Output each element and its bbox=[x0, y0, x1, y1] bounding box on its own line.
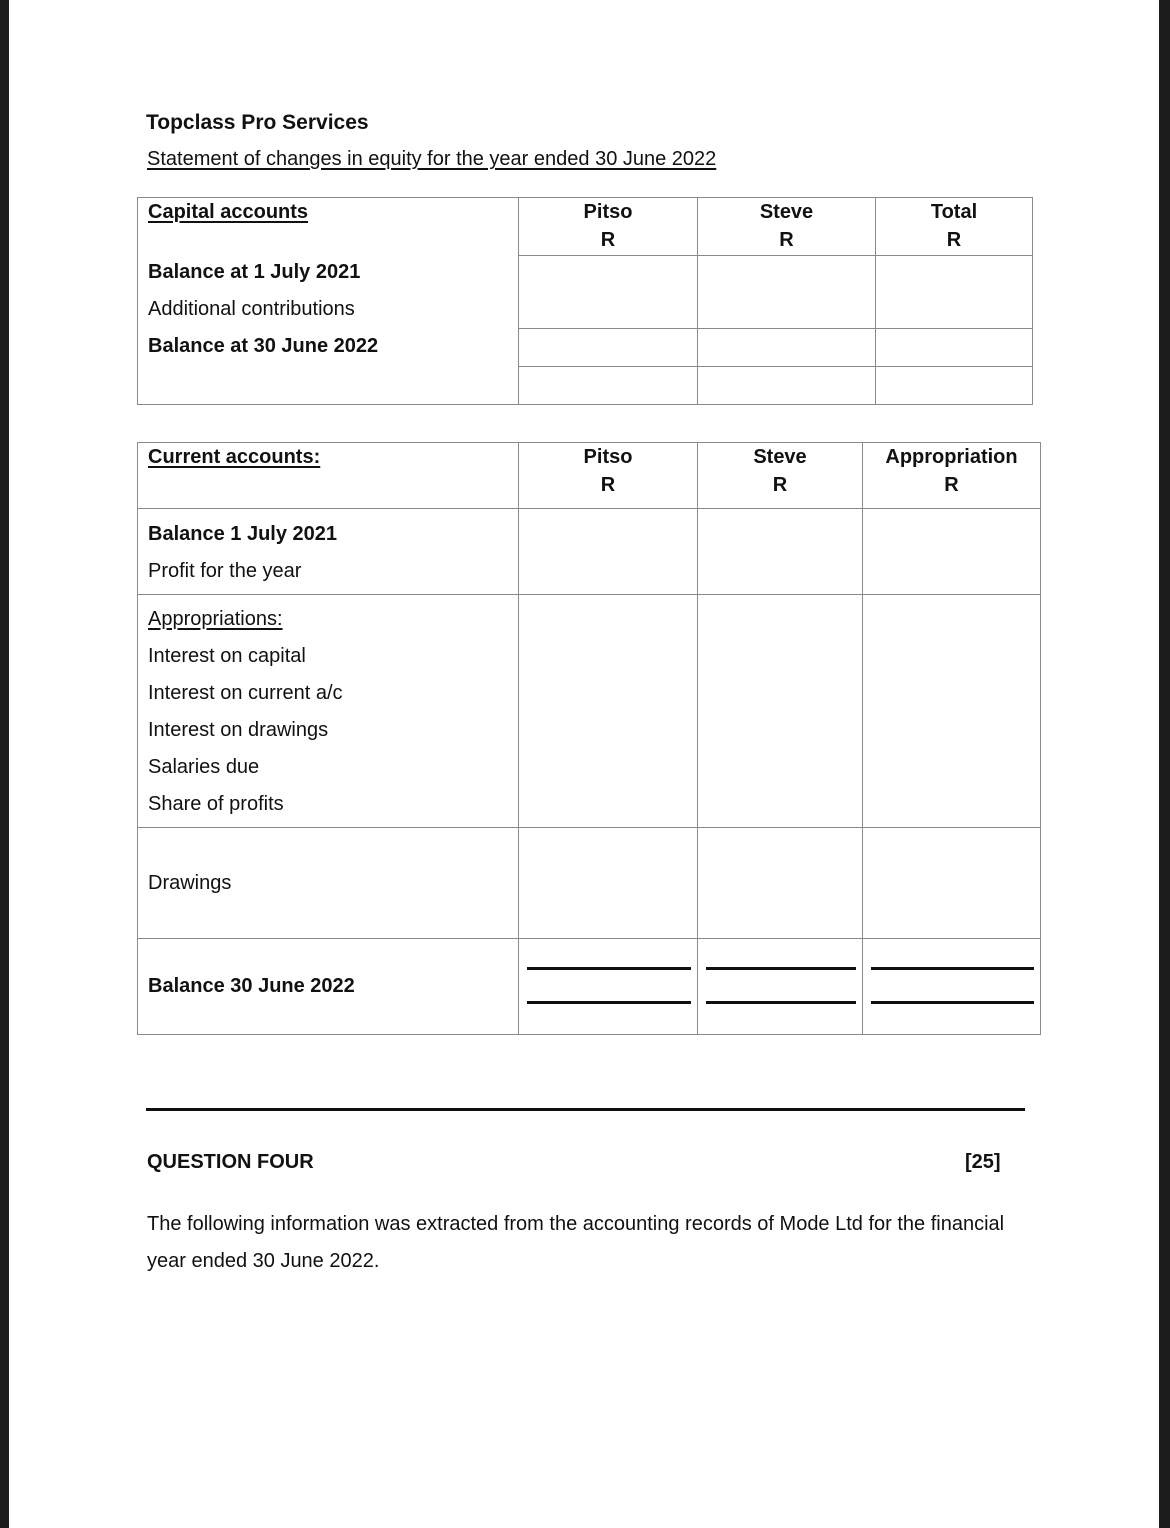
current-section-cell bbox=[138, 443, 519, 509]
drawings-label: Drawings bbox=[148, 871, 232, 894]
viewer-right-border bbox=[1160, 0, 1170, 1528]
viewer-left-border bbox=[0, 0, 9, 1528]
capital-cell-pitso[interactable] bbox=[519, 256, 698, 329]
document-page bbox=[9, 0, 1159, 1528]
current-row-label: Profit for the year bbox=[148, 560, 302, 582]
total-double-underline bbox=[706, 1001, 856, 1004]
capital-section-label: Capital accounts bbox=[148, 201, 309, 223]
question-heading: QUESTION FOUR bbox=[147, 1151, 314, 1173]
company-name: Topclass Pro Services bbox=[146, 111, 369, 134]
current-cell-steve[interactable] bbox=[698, 595, 863, 828]
current-accounts-table bbox=[137, 442, 1041, 1035]
capital-cell-steve[interactable] bbox=[698, 367, 876, 405]
capital-row-label: Additional contributions bbox=[148, 298, 355, 320]
current-cell-steve[interactable] bbox=[698, 509, 863, 595]
current-opening-row bbox=[138, 509, 1041, 595]
question-intro: The following information was extracted from the accounting records of Mode Ltd for the financial year ended 30 June 2022. bbox=[147, 1213, 1005, 1272]
appropriations-heading: Appropriations: bbox=[148, 608, 283, 630]
current-total-pitso[interactable] bbox=[519, 939, 698, 1035]
total-double-underline bbox=[871, 1001, 1034, 1004]
current-closing-row bbox=[138, 939, 1041, 1035]
appropriation-item: Interest on capital bbox=[148, 645, 306, 667]
column-header-name: Steve bbox=[759, 201, 814, 223]
current-total-steve[interactable] bbox=[698, 939, 863, 1035]
current-row-label: Balance 1 July 2021 bbox=[148, 523, 338, 545]
section-divider bbox=[146, 1108, 1025, 1111]
capital-cell-steve[interactable] bbox=[698, 329, 876, 367]
column-header-unit: R bbox=[946, 229, 962, 251]
statement-title: Statement of changes in equity for the year ended 30 June 2022 bbox=[147, 148, 717, 170]
column-header-unit: R bbox=[779, 229, 794, 251]
total-underline bbox=[706, 967, 856, 970]
column-header-pitso bbox=[519, 443, 698, 509]
appropriations-labels bbox=[138, 595, 519, 828]
capital-row-label: Balance at 1 July 2021 bbox=[148, 261, 361, 283]
current-cell-pitso[interactable] bbox=[519, 828, 698, 939]
question-marks: [25] bbox=[965, 1151, 1001, 1173]
current-cell-steve[interactable] bbox=[698, 828, 863, 939]
capital-row-label: Balance at 30 June 2022 bbox=[148, 335, 379, 357]
column-header-name: Steve bbox=[753, 446, 807, 468]
drawings-label-cell bbox=[138, 828, 519, 939]
column-header-name: Appropriation bbox=[885, 446, 1018, 468]
current-drawings-row bbox=[138, 828, 1041, 939]
capital-cell-total[interactable] bbox=[876, 256, 1033, 329]
column-header-steve bbox=[698, 198, 876, 256]
total-underline bbox=[527, 967, 691, 970]
current-cell-appropriation[interactable] bbox=[863, 828, 1041, 939]
current-cell-appropriation[interactable] bbox=[863, 509, 1041, 595]
closing-balance-label: Balance 30 June 2022 bbox=[148, 975, 355, 997]
closing-label-cell bbox=[138, 939, 519, 1035]
capital-section-cell bbox=[138, 198, 519, 405]
current-cell-pitso[interactable] bbox=[519, 595, 698, 828]
total-underline bbox=[871, 967, 1034, 970]
capital-cell-steve[interactable] bbox=[698, 256, 876, 329]
capital-cell-pitso[interactable] bbox=[519, 329, 698, 367]
appropriation-item: Interest on current a/c bbox=[148, 682, 343, 704]
capital-header-row bbox=[138, 198, 1033, 256]
column-header-steve bbox=[698, 443, 863, 509]
current-opening-labels bbox=[138, 509, 519, 595]
column-header-pitso bbox=[519, 198, 698, 256]
capital-cell-pitso[interactable] bbox=[519, 367, 698, 405]
total-double-underline bbox=[527, 1001, 691, 1004]
column-header-unit: R bbox=[772, 474, 788, 496]
current-cell-appropriation[interactable] bbox=[863, 595, 1041, 828]
column-header-total bbox=[876, 198, 1033, 256]
appropriation-item: Interest on drawings bbox=[148, 719, 329, 741]
column-header-unit: R bbox=[600, 474, 616, 496]
current-total-appropriation[interactable] bbox=[863, 939, 1041, 1035]
current-header-row bbox=[138, 443, 1041, 509]
column-header-name: Total bbox=[930, 201, 978, 223]
column-header-unit: R bbox=[600, 229, 616, 251]
capital-cell-total[interactable] bbox=[876, 329, 1033, 367]
column-header-unit: R bbox=[944, 474, 959, 496]
column-header-name: Pitso bbox=[583, 201, 633, 223]
column-header-appropriation bbox=[863, 443, 1041, 509]
current-section-label: Current accounts: bbox=[148, 446, 321, 468]
appropriation-item: Share of profits bbox=[148, 793, 284, 815]
capital-cell-total[interactable] bbox=[876, 367, 1033, 405]
column-header-name: Pitso bbox=[583, 446, 633, 468]
current-cell-pitso[interactable] bbox=[519, 509, 698, 595]
appropriation-item: Salaries due bbox=[148, 756, 260, 778]
capital-accounts-table bbox=[137, 197, 1033, 405]
current-appropriations-row bbox=[138, 595, 1041, 828]
